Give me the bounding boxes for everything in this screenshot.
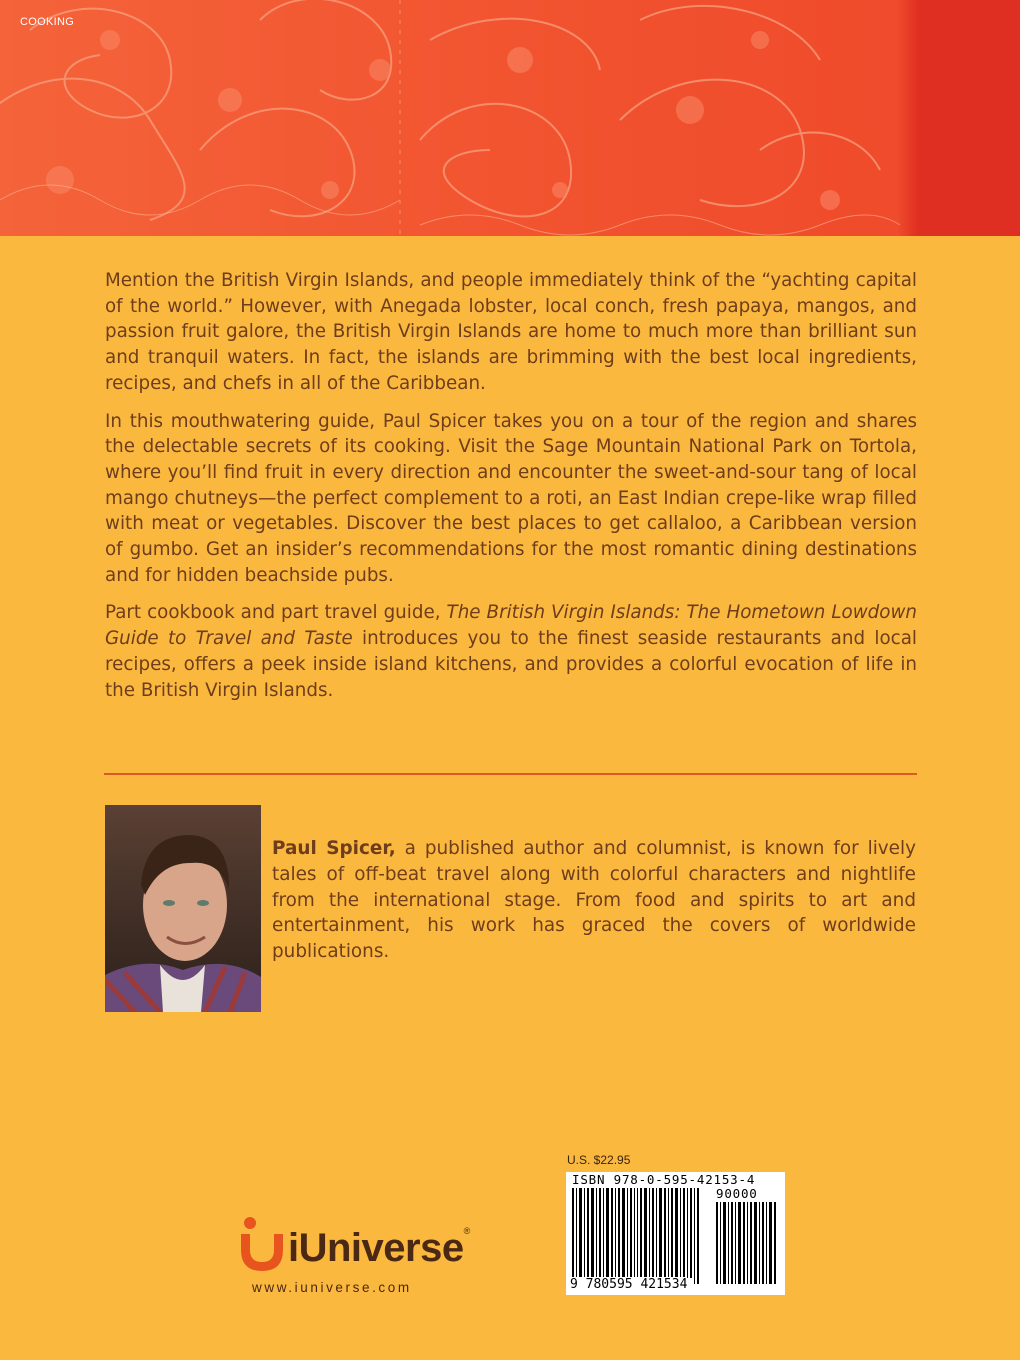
iuniverse-logo-icon	[238, 1216, 286, 1278]
category-label: COOKING	[20, 16, 75, 28]
isbn-number: ISBN 978-0-595-42153-4	[572, 1172, 756, 1187]
barcode-digits: 9 780595 421534	[570, 1277, 688, 1292]
decorative-banner	[0, 0, 1020, 236]
price: U.S. $22.95	[567, 1153, 631, 1167]
barcode-addon: 90000	[716, 1186, 758, 1201]
description-paragraph-1: Mention the British Virgin Islands, and people immediately think of the “yachting capital of the world.” However, with Anegada lobster, local conch, fresh papaya, mangos, and passion fruit galore, the British Virgin Islands are home to much more than brilliant sun and tranquil waters. In fact, the islands are brimming with the best local ingredients, recipes, and chefs in all of the Caribbean.	[105, 270, 917, 394]
isbn-barcode	[566, 1172, 785, 1295]
divider	[104, 773, 917, 775]
paisley-pattern	[0, 0, 1020, 236]
book-description	[105, 268, 917, 715]
registered-mark: ®	[463, 1226, 470, 1236]
book-title-italic: The British Virgin Islands: The Hometown Lowdown Guide to Travel and Taste	[105, 602, 918, 650]
paragraph-3-end: introduces you to the finest seaside restaurants and local recipes, offers a peek inside island kitchens, and provides a colorful evocation of life in the British Virgin Islands.	[105, 628, 917, 701]
author-bio	[272, 836, 916, 965]
publisher-name	[288, 1226, 470, 1271]
description-paragraph-3	[105, 600, 917, 703]
publisher-url: www.iuniverse.com	[252, 1280, 412, 1295]
author-name: Paul Spicer,	[272, 838, 396, 859]
author-bio-text: a published author and columnist, is known for lively tales of off-beat travel along with colorful characters and nightlife from the international stage. From food and spirits to art and entertainment, his work has graced the covers of worldwide publications.	[272, 838, 916, 963]
author-photo	[105, 805, 261, 1012]
paragraph-3-start: Part cookbook and part travel guide,	[105, 602, 441, 624]
publisher-name-text: iUniverse	[288, 1226, 464, 1270]
description-paragraph-2: In this mouthwatering guide, Paul Spicer takes you on a tour of the region and shares the delectable secrets of its cooking. Visit the Sage Mountain National Park on Tortola, where you’ll find fruit in every direction and encounter the sweet-and-sour tang of local mango chutneys—the perfect complement to a roti, an East Indian crepe-like wrap filled with meat or vegetables. Discover the best places to get callaloo, a Caribbean version of gumbo. Get an insider’s recommendations for the most romantic dining destinations and for hidden beachside pubs.	[105, 410, 917, 586]
